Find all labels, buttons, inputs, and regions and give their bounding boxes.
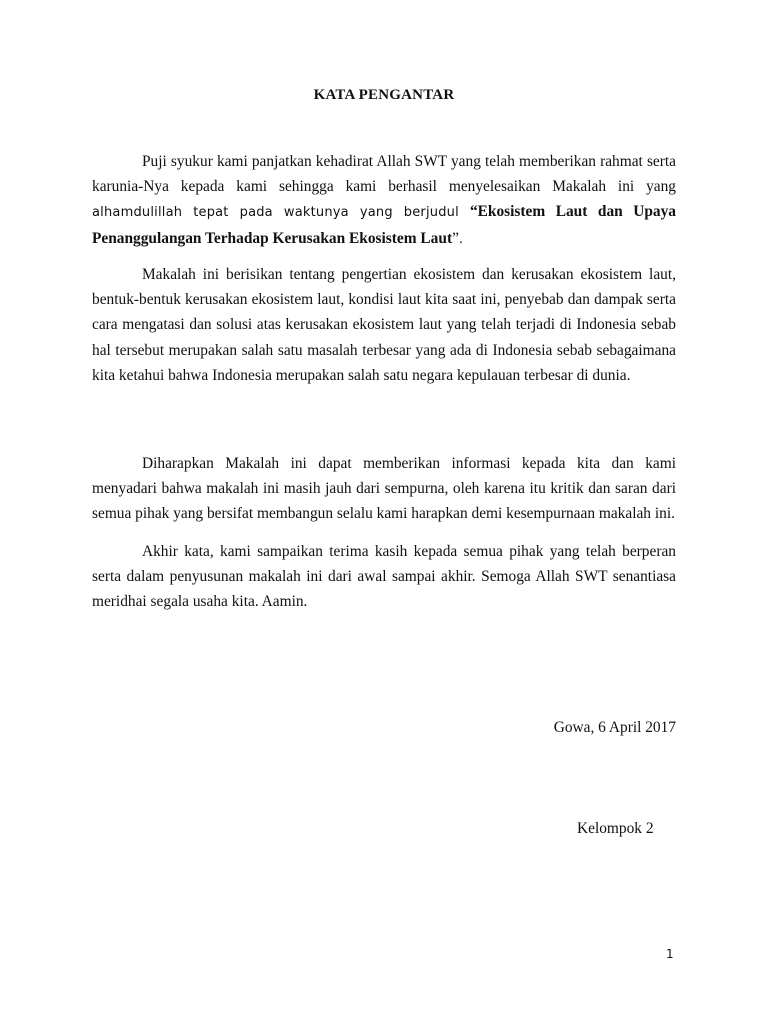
end-period: . — [458, 231, 464, 247]
page-title: KATA PENGANTAR — [313, 87, 455, 103]
paper-title-bold: Ekosistem Laut dan Upaya Penanggulangan Terhadap Kerusakan Ekosistem Laut — [92, 203, 676, 247]
paragraph-2: Makalah ini berisikan tentang pengertian ekosistem dan kerusakan ekosistem laut, bentuk-bentuk kerusakan ekosistem laut, kondisi laut kita saat ini, penyebab dan dampak serta cara mengatasi dan solusi atas kerusakan ekosistem laut yang telah terjadi di Indonesia sebab hal tersebut merupakan salah satu masalah terbesar yang ada di Indonesia sebab sebagaimana kita ketahui bahwa Indonesia merupakan salah satu negara kepulauan terbesar di dunia. — [92, 266, 676, 384]
signature: Kelompok 2 — [577, 820, 654, 837]
close-quote: ” — [452, 229, 459, 247]
open-quote: “ — [469, 203, 478, 221]
paragraph-1-text: Puji syukur kami panjatkan kehadirat Allah SWT yang telah memberikan rahmat serta karunia-Nya kepada kami sehingga kami berhasil menyelesaikan Makalah ini yang — [92, 153, 676, 196]
page-number: 1 — [666, 947, 674, 961]
paragraph-1 — [92, 149, 676, 252]
paragraph-1-alt-font-text: alhamdulillah tepat pada waktunya yang berjudul — [92, 205, 470, 221]
paragraph-4: Akhir kata, kami sampaikan terima kasih kepada semua pihak yang telah berperan serta dalam penyusunan makalah ini dari awal sampai akhir. Semoga Allah SWT senantiasa meridhai segala usaha kita. Aamin. — [92, 543, 676, 611]
place-date: Gowa, 6 April 2017 — [553, 719, 676, 736]
paragraph-3: Diharapkan Makalah ini dapat memberikan informasi kepada kita dan kami menyadari bahwa makalah ini masih jauh dari sempurna, oleh karena itu kritik dan saran dari semua pihak yang bersifat membangun selalu kami harapkan demi kesempurnaan makalah ini. — [92, 455, 676, 523]
